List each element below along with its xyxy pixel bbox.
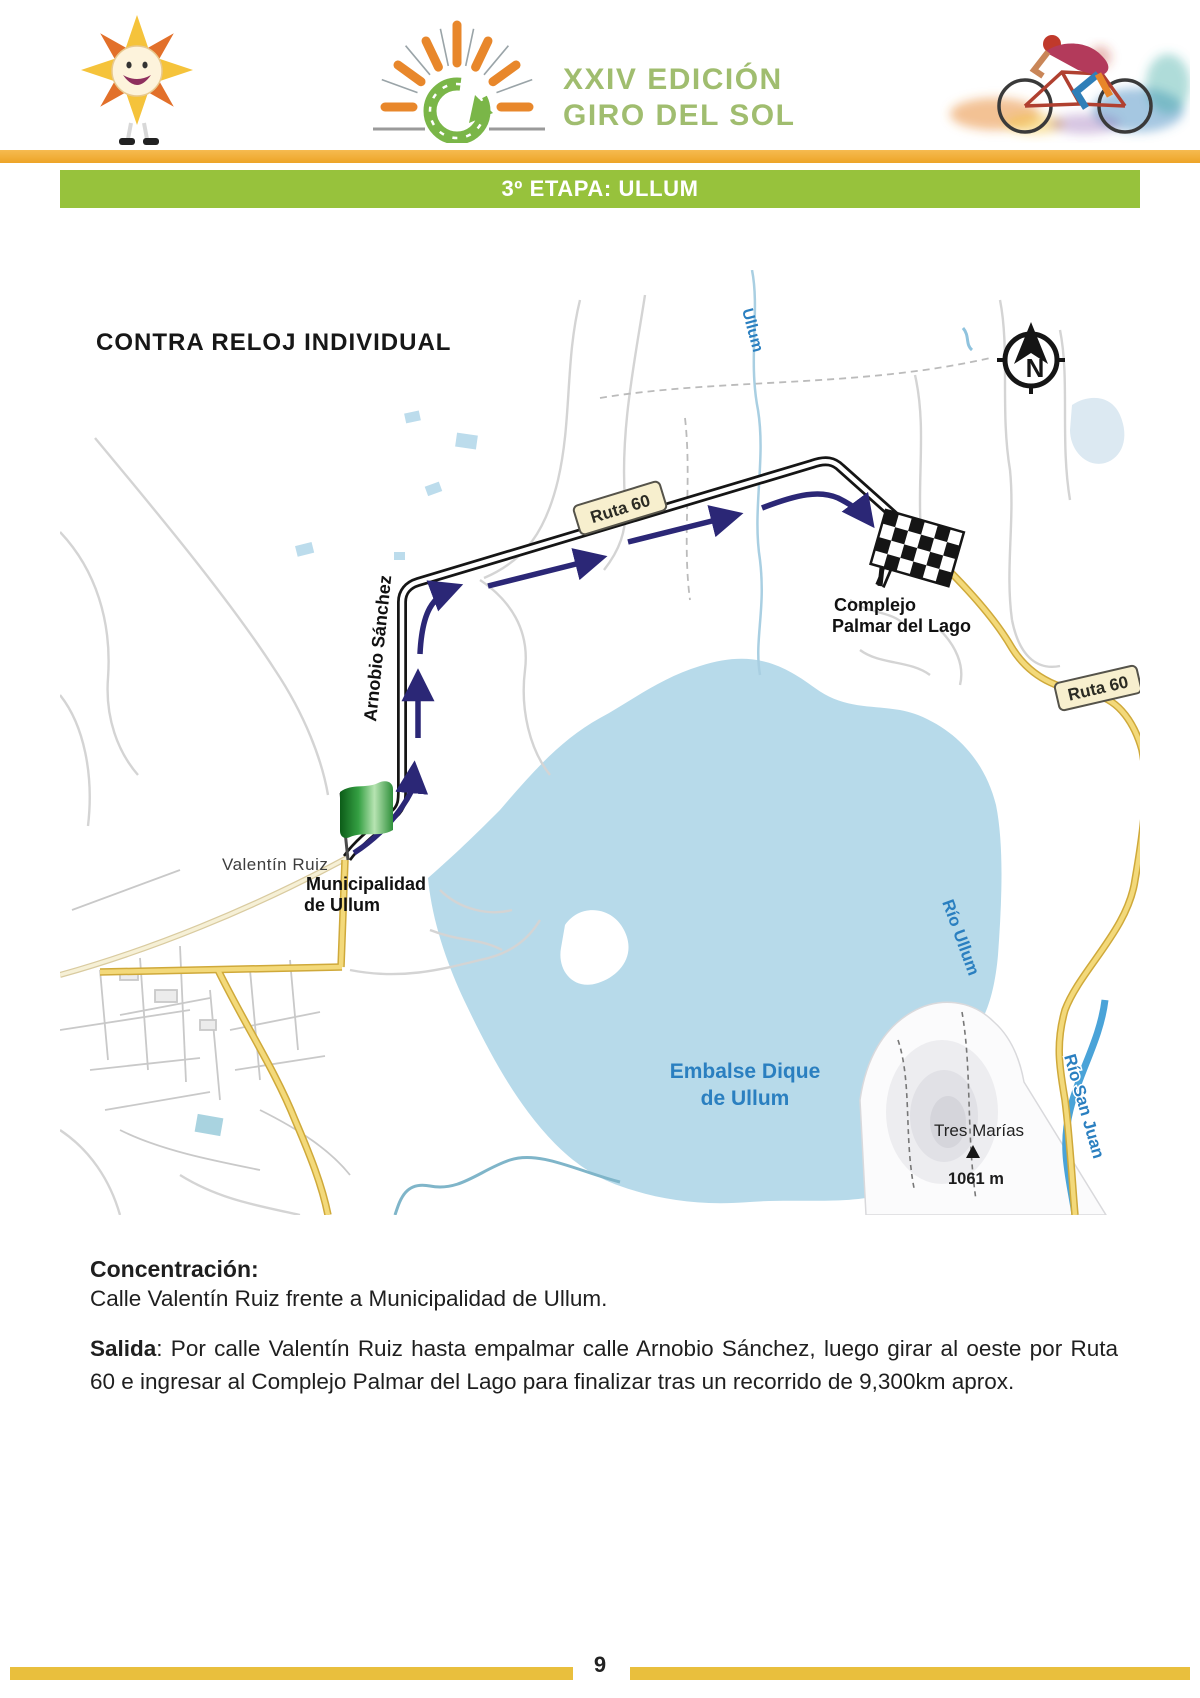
footer-bar-left <box>10 1667 573 1680</box>
stage-banner <box>60 170 1140 208</box>
logo-sun-rays <box>385 25 529 107</box>
salida-text: : Por calle Valentín Ruiz hasta empalmar calle Arnobio Sánchez, luego girar al oeste por Ruta 60 e ingresar al Complejo Palmar del Lago para finalizar tras un recorrido de 9,300km aprox. <box>90 1336 1118 1394</box>
river-ullum-top-label: Ullum <box>738 306 767 354</box>
finish-label-line2: Palmar del Lago <box>832 616 972 636</box>
ruta-60-sign-top-label: Ruta 60 <box>588 490 653 528</box>
rio-san-juan-label: Río San Juan <box>1060 1051 1109 1161</box>
start-flag-icon <box>340 781 393 860</box>
concentracion-text: Calle Valentín Ruiz frente a Municipalidad de Ullum. <box>90 1286 608 1311</box>
street-valentin-label: Valentín Ruiz <box>222 855 329 874</box>
map-title: CONTRA RELOJ INDIVIDUAL <box>96 329 452 356</box>
cyclist-illustration <box>940 12 1190 144</box>
sun-mascot-icon <box>55 15 225 150</box>
logo-edition-line2: GIRO DEL SOL <box>563 99 795 132</box>
ruta-60-sign-east <box>1054 665 1140 711</box>
mascot-face <box>112 46 162 96</box>
lake-label-line2: de Ullum <box>700 1087 790 1110</box>
lake-label-line1: Embalse Dique <box>669 1060 821 1083</box>
concentracion-title: Concentración: <box>90 1256 259 1282</box>
route-map <box>60 270 1140 1215</box>
peak-name-label: Tres Marías <box>934 1121 1025 1140</box>
giro-del-sol-logo <box>365 15 795 143</box>
compass-n-label: N <box>1025 353 1045 383</box>
rio-ullum-label: Río Ullum <box>938 896 984 978</box>
footer-bar-right <box>630 1667 1190 1680</box>
compass-rose-icon <box>997 322 1065 394</box>
ponds <box>195 410 478 1136</box>
ruta-60-sign-top <box>573 480 668 535</box>
page-number: 9 <box>593 1652 607 1677</box>
road-valentin-ruiz <box>60 858 347 975</box>
finish-label-line1: Complejo <box>834 595 917 615</box>
salida-paragraph <box>90 1332 1118 1398</box>
street-arnobio-label: Arnobio Sánchez <box>360 574 396 723</box>
municipalidad-label-line1: Municipalidad <box>306 874 427 894</box>
logo-edition-line1: XXIV EDICIÓN <box>563 63 783 96</box>
stage-description <box>90 1256 1118 1398</box>
municipalidad-label-line2: de Ullum <box>304 895 381 915</box>
cyclist-arm <box>1034 52 1048 76</box>
header-accent-bar <box>0 150 1200 163</box>
stage-banner-title: 3º ETAPA: ULLUM <box>501 176 699 201</box>
ruta-60-sign-east-label: Ruta 60 <box>1066 672 1131 705</box>
salida-label: Salida <box>90 1336 157 1361</box>
peak-elevation-label: 1061 m <box>948 1170 1004 1188</box>
pond-northeast <box>1070 398 1124 464</box>
